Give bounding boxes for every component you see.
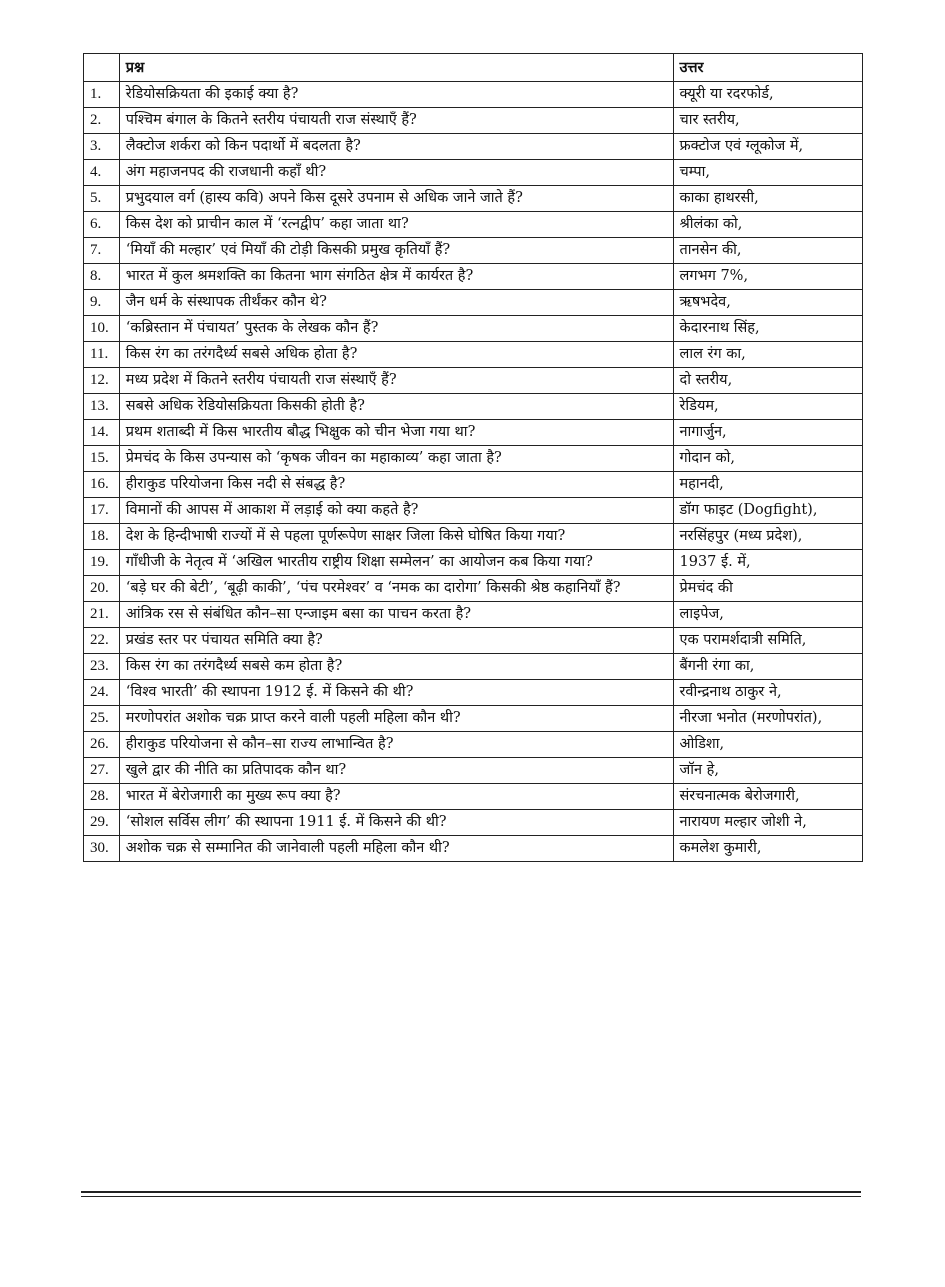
table-row (84, 108, 863, 134)
row-number: 30. (84, 836, 120, 862)
question-cell: हीराकुड परियोजना किस नदी से संबद्ध है? (119, 472, 673, 498)
row-number: 9. (84, 290, 120, 316)
answer-cell: 1937 ई. में, (673, 550, 863, 576)
row-number: 6. (84, 212, 120, 238)
table-body (84, 82, 863, 862)
table-row (84, 524, 863, 550)
table-row (84, 264, 863, 290)
row-number: 5. (84, 186, 120, 212)
answer-cell: नरसिंहपुर (मध्य प्रदेश), (673, 524, 863, 550)
question-cell: मध्य प्रदेश में कितने स्तरीय पंचायती राज संस्थाएँ हैं? (119, 368, 673, 394)
answer-cell: गोदान को, (673, 446, 863, 472)
table-row (84, 784, 863, 810)
answer-cell: नारायण मल्हार जोशी ने, (673, 810, 863, 836)
table-row (84, 134, 863, 160)
answer-cell: लाइपेज, (673, 602, 863, 628)
row-number: 7. (84, 238, 120, 264)
answer-cell: लाल रंग का, (673, 342, 863, 368)
question-cell: ‘बड़े घर की बेटी’, ‘बूढ़ी काकी’, ‘पंच परमेश्वर’ व ‘नमक का दारोगा’ किसकी श्रेष्ठ कहानियाँ हैं? (119, 576, 673, 602)
answer-cell: रेडियम, (673, 394, 863, 420)
answer-cell: नीरजा भनोत (मरणोपरांत), (673, 706, 863, 732)
table-row (84, 706, 863, 732)
question-cell: खुले द्वार की नीति का प्रतिपादक कौन था? (119, 758, 673, 784)
answer-cell: संरचनात्मक बेरोजगारी, (673, 784, 863, 810)
table-row (84, 394, 863, 420)
question-cell: अशोक चक्र से सम्मानित की जानेवाली पहली महिला कौन थी? (119, 836, 673, 862)
table-row (84, 290, 863, 316)
table-row (84, 446, 863, 472)
row-number: 1. (84, 82, 120, 108)
row-number: 17. (84, 498, 120, 524)
row-number: 24. (84, 680, 120, 706)
question-cell: भारत में बेरोजगारी का मुख्य रूप क्या है? (119, 784, 673, 810)
question-cell: किस देश को प्राचीन काल में ‘रत्नद्वीप’ कहा जाता था? (119, 212, 673, 238)
question-cell: प्रथम शताब्दी में किस भारतीय बौद्ध भिक्षुक को चीन भेजा गया था? (119, 420, 673, 446)
table-row (84, 186, 863, 212)
answer-cell: रवीन्द्रनाथ ठाकुर ने, (673, 680, 863, 706)
answer-cell: एक परामर्शदात्री समिति, (673, 628, 863, 654)
answer-cell: लगभग 7%, (673, 264, 863, 290)
answer-cell: महानदी, (673, 472, 863, 498)
question-cell: जैन धर्म के संस्थापक तीर्थंकर कौन थे? (119, 290, 673, 316)
answer-cell: प्रेमचंद की (673, 576, 863, 602)
question-cell: देश के हिन्दीभाषी राज्यों में से पहला पूर्णरूपेण साक्षर जिला किसे घोषित किया गया? (119, 524, 673, 550)
question-cell: ‘विश्व भारती’ की स्थापना 1912 ई. में किसने की थी? (119, 680, 673, 706)
row-number: 8. (84, 264, 120, 290)
table-row (84, 550, 863, 576)
question-cell: ‘मियाँ की मल्हार’ एवं मियाँ की टोड़ी किसकी प्रमुख कृतियाँ हैं? (119, 238, 673, 264)
answer-cell: तानसेन की, (673, 238, 863, 264)
table-row (84, 654, 863, 680)
question-cell: लैक्टोज शर्करा को किन पदार्थो में बदलता है? (119, 134, 673, 160)
row-number: 4. (84, 160, 120, 186)
answer-cell: क्यूरी या रदरफोर्ड, (673, 82, 863, 108)
answer-cell: चार स्तरीय, (673, 108, 863, 134)
table-row (84, 472, 863, 498)
table-row (84, 82, 863, 108)
table-row (84, 680, 863, 706)
answer-cell: बैंगनी रंगा का, (673, 654, 863, 680)
question-cell: विमानों की आपस में आकाश में लड़ाई को क्या कहते है? (119, 498, 673, 524)
question-cell: किस रंग का तरंगदैर्ध्य सबसे अधिक होता है? (119, 342, 673, 368)
row-number: 27. (84, 758, 120, 784)
footer-rule (81, 1191, 861, 1197)
row-number: 26. (84, 732, 120, 758)
header-question: प्रश्न (119, 54, 673, 82)
row-number: 13. (84, 394, 120, 420)
table-row (84, 732, 863, 758)
table-row (84, 810, 863, 836)
row-number: 15. (84, 446, 120, 472)
row-number: 14. (84, 420, 120, 446)
row-number: 20. (84, 576, 120, 602)
question-cell: सबसे अधिक रेडियोसक्रियता किसकी होती है? (119, 394, 673, 420)
answer-cell: नागार्जुन, (673, 420, 863, 446)
question-cell: हीराकुड परियोजना से कौन–सा राज्य लाभान्वित है? (119, 732, 673, 758)
table-row (84, 758, 863, 784)
row-number: 29. (84, 810, 120, 836)
question-cell: प्रेमचंद के किस उपन्यास को ‘कृषक जीवन का महाकाव्य’ कहा जाता है? (119, 446, 673, 472)
question-cell: भारत में कुल श्रमशक्ति का कितना भाग संगठित क्षेत्र में कार्यरत है? (119, 264, 673, 290)
question-cell: गाँधीजी के नेतृत्व में ‘अखिल भारतीय राष्ट्रीय शिक्षा सम्मेलन’ का आयोजन कब किया गया? (119, 550, 673, 576)
table-row (84, 602, 863, 628)
row-number: 25. (84, 706, 120, 732)
table-row (84, 836, 863, 862)
header-answer: उत्तर (673, 54, 863, 82)
row-number: 18. (84, 524, 120, 550)
question-cell: ‘सोशल सर्विस लीग’ की स्थापना 1911 ई. में किसने की थी? (119, 810, 673, 836)
question-cell: ‘कब्रिस्तान में पंचायत’ पुस्तक के लेखक कौन हैं? (119, 316, 673, 342)
table-row (84, 316, 863, 342)
question-cell: पश्चिम बंगाल के कितने स्तरीय पंचायती राज संस्थाएँ हैं? (119, 108, 673, 134)
table-row (84, 628, 863, 654)
table-row (84, 368, 863, 394)
question-cell: अंग महाजनपद की राजधानी कहाँ थी? (119, 160, 673, 186)
table-row (84, 342, 863, 368)
table-row (84, 212, 863, 238)
row-number: 3. (84, 134, 120, 160)
question-cell: मरणोपरांत अशोक चक्र प्राप्त करने वाली पहली महिला कौन थी? (119, 706, 673, 732)
table-header-row (84, 54, 863, 82)
question-cell: प्रखंड स्तर पर पंचायत समिति क्या है? (119, 628, 673, 654)
row-number: 23. (84, 654, 120, 680)
row-number: 12. (84, 368, 120, 394)
question-cell: रेडियोसक्रियता की इकाई क्या है? (119, 82, 673, 108)
row-number: 22. (84, 628, 120, 654)
row-number: 19. (84, 550, 120, 576)
table-row (84, 498, 863, 524)
answer-cell: ओडिशा, (673, 732, 863, 758)
answer-cell: दो स्तरीय, (673, 368, 863, 394)
answer-cell: श्रीलंका को, (673, 212, 863, 238)
answer-cell: कमलेश कुमारी, (673, 836, 863, 862)
table-row (84, 238, 863, 264)
answer-cell: चम्पा, (673, 160, 863, 186)
question-cell: आंत्रिक रस से संबंधित कौन–सा एन्जाइम बसा का पाचन करता है? (119, 602, 673, 628)
answer-cell: काका हाथरसी, (673, 186, 863, 212)
table-row (84, 160, 863, 186)
answer-cell: डॉग फाइट (Dogfight), (673, 498, 863, 524)
answer-cell: फ्रक्टोज एवं ग्लूकोज में, (673, 134, 863, 160)
row-number: 28. (84, 784, 120, 810)
row-number: 21. (84, 602, 120, 628)
qa-table (83, 53, 863, 862)
row-number: 16. (84, 472, 120, 498)
row-number: 11. (84, 342, 120, 368)
answer-cell: केदारनाथ सिंह, (673, 316, 863, 342)
answer-cell: जॉन हे, (673, 758, 863, 784)
header-num (84, 54, 120, 82)
table-row (84, 420, 863, 446)
row-number: 10. (84, 316, 120, 342)
answer-cell: ऋषभदेव, (673, 290, 863, 316)
question-cell: प्रभुदयाल वर्ग (हास्य कवि) अपने किस दूसरे उपनाम से अधिक जाने जाते हैं? (119, 186, 673, 212)
table-row (84, 576, 863, 602)
question-cell: किस रंग का तरंगदैर्ध्य सबसे कम होता है? (119, 654, 673, 680)
row-number: 2. (84, 108, 120, 134)
